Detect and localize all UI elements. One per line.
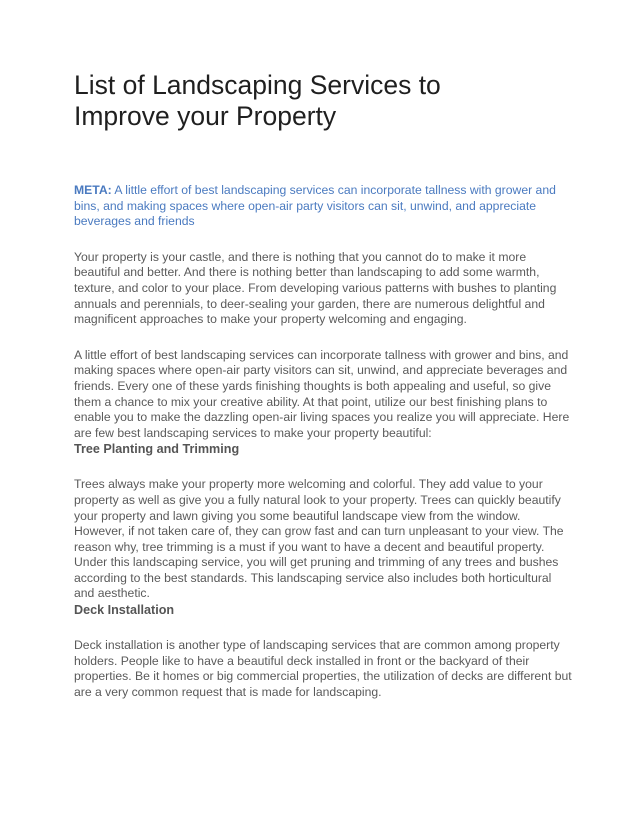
section-body-deck-installation: Deck installation is another type of landscaping services that are common among property holders. People like to have a beautiful deck installed in front or the backyard of their properties. Be it homes or big commercial properties, the utilization of decks are different but are a very common request that is made for landscaping. [74,638,572,699]
intro-paragraph-1: Your property is your castle, and there is nothing that you cannot do to make it more beautiful and better. And there is nothing better than landscaping to add some warmth, texture, and color to your place. From developing various patterns with bushes to planting annuals and perennials, to deer-sealing your garden, there are numerous delightful and magnificent approaches to make your property welcoming and engaging. [74,249,557,327]
section-heading-tree-planting: Tree Planting and Trimming [74,442,240,457]
page-title [74,70,574,132]
intro-paragraph-2: A little effort of best landscaping services can incorporate tallness with grower and bins, and making spaces where open-air party visitors can sit, unwind, and appreciate beverages and friends. Every one of these yards finishing thoughts is both appealing and useful, so give them a chance to mix your creative ability. At that point, utilize our best finishing plans to enable you to make the dazzling open-air living spaces you realize you will appreciate. Here are few best landscaping services to make your property beautiful: [74,347,570,440]
section-body-tree-planting: Trees always make your property more welcoming and colorful. They add value to your property as well as give you a fully natural look to your property. Trees can quickly beautify your property and lawn giving you some beautiful landscape view from the window. However, if not taken care of, they can grow fast and can turn unpleasant to your view. The reason why, tree trimming is a must if you want to have a decent and beautiful property. Under this landscaping service, you will get pruning and trimming of any trees and bushes according to the best standards. This landscaping service also includes both horticultural and aesthetic. [74,477,564,601]
meta-text: A little effort of best landscaping services can incorporate tallness with grower and bins, and making spaces where open-air party visitors can sit, unwind, and appreciate beverages and friends [74,183,556,229]
document-page [74,70,574,700]
meta-description [74,183,574,230]
page-title-line-2: Improve your Property [74,101,337,131]
meta-label: META: [74,183,112,197]
section-heading-deck-installation: Deck Installation [74,603,175,618]
page-title-line-1: List of Landscaping Services to [74,70,441,100]
